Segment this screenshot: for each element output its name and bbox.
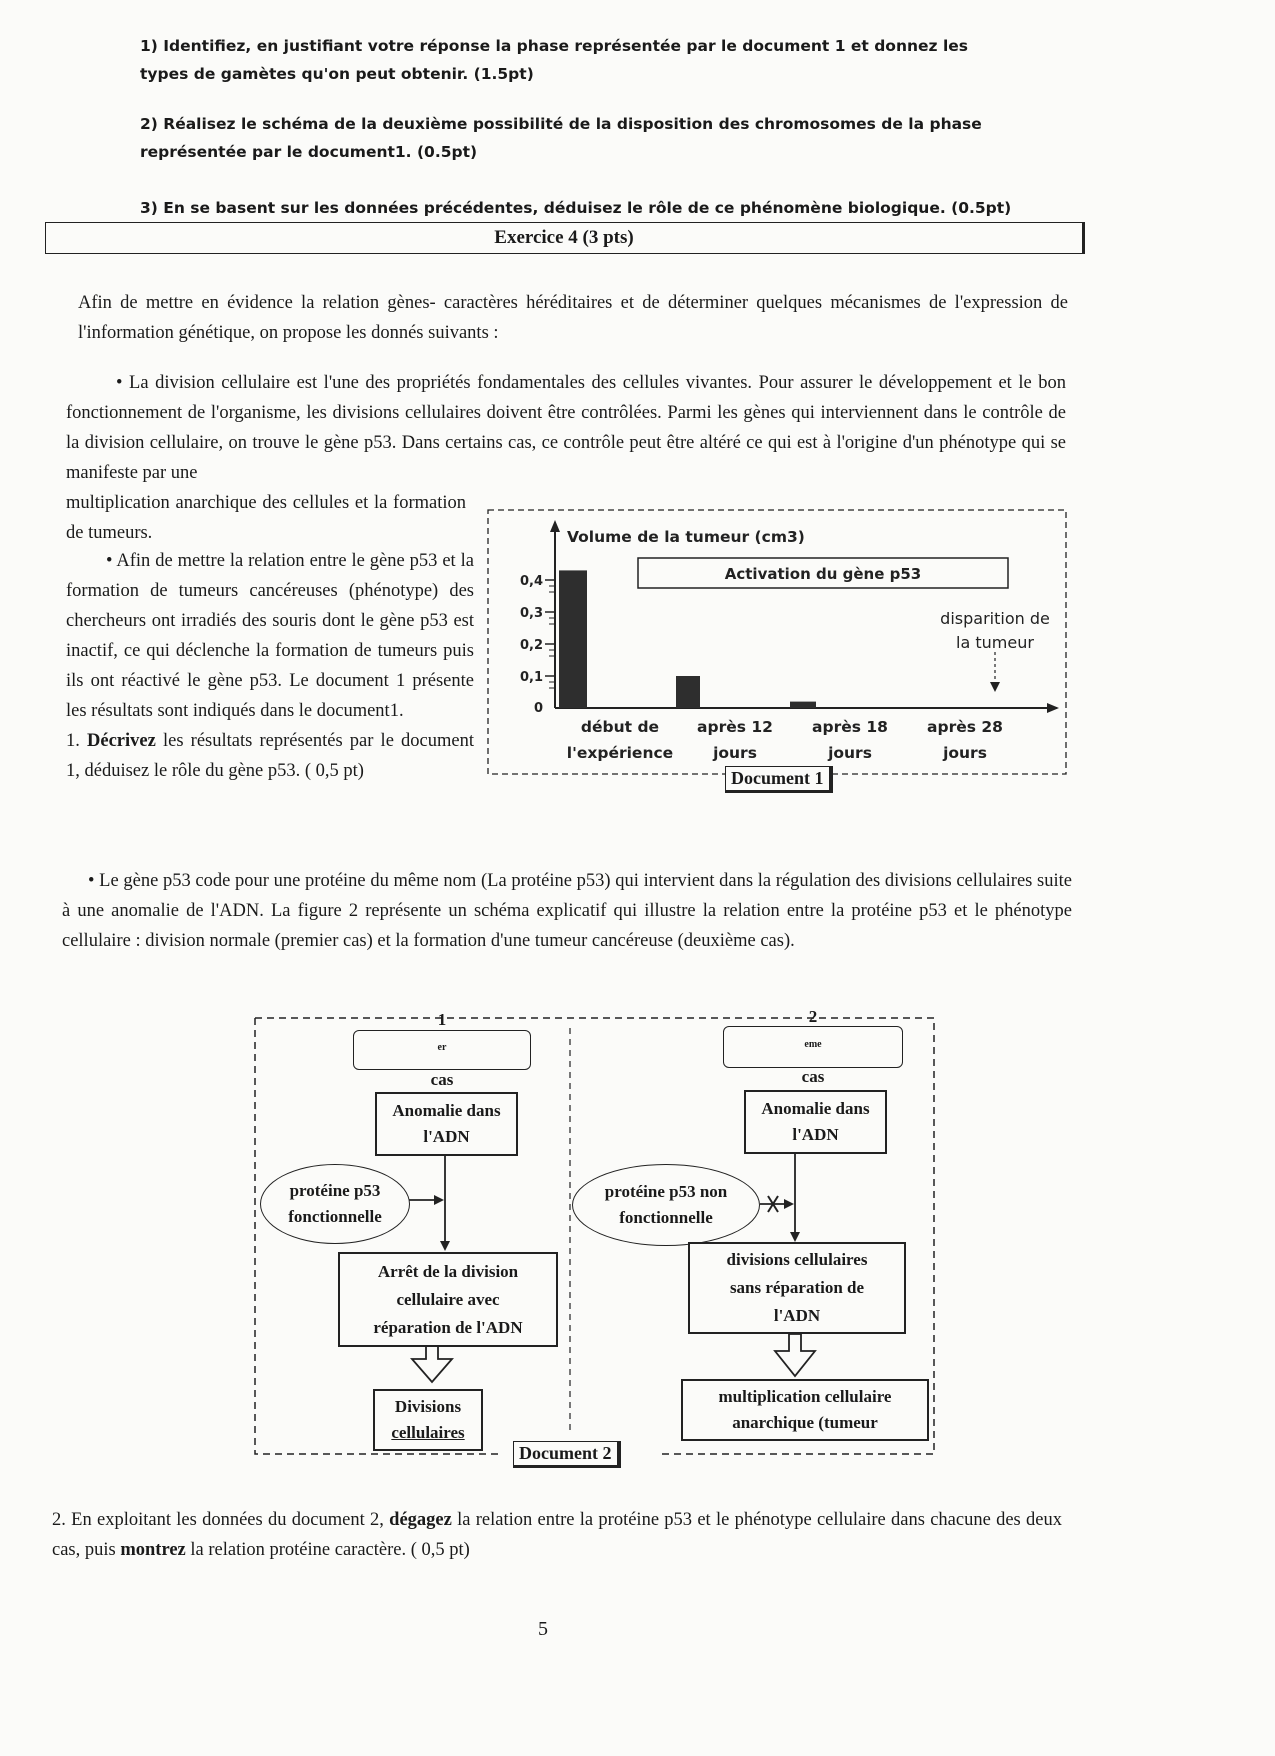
case2-phenotype-box bbox=[681, 1379, 929, 1441]
case2-protein-oval bbox=[572, 1164, 760, 1246]
case2-anomaly-line2: l'ADN bbox=[792, 1125, 839, 1144]
case1-anomaly-box bbox=[375, 1092, 518, 1156]
chart-end-annotation: la tumeur bbox=[956, 633, 1034, 652]
bullet-division-cellulaire-end: multiplication anarchique des cellules et la formation de tumeurs. bbox=[66, 493, 466, 543]
question-1-number: 1. bbox=[66, 731, 80, 751]
chart-end-annotation-arrow bbox=[990, 682, 1000, 692]
chart-x-tick-label: après 28 bbox=[927, 718, 1003, 736]
chart-end-annotation: disparition de bbox=[940, 609, 1050, 628]
question-1: 1) Identifiez, en justifiant votre réponse la phase représentée par le document 1 et donnez les types de gamètes qu'on peut obtenir. (1.5pt) bbox=[140, 37, 969, 83]
case1-title-sup: er bbox=[437, 1042, 447, 1054]
question-2: 2) Réalisez le schéma de la deuxième possibilité de la disposition des chromosomes de la phase représentée par le document1. (0.5pt) bbox=[140, 115, 982, 161]
case1-result-line3: réparation de l'ADN bbox=[373, 1317, 523, 1337]
document-1-chart bbox=[485, 502, 1070, 814]
document-2-label: Document 2 bbox=[513, 1441, 621, 1468]
case2-result-line2: sans réparation de bbox=[729, 1278, 865, 1297]
case1-arrow-head bbox=[440, 1241, 450, 1251]
case1-hollow-arrow bbox=[412, 1344, 452, 1382]
case2-arrow-head bbox=[790, 1232, 800, 1242]
case1-phenotype-line2: cellulaires bbox=[391, 1423, 465, 1442]
bullet-experience bbox=[66, 546, 474, 786]
chart-y-tick-label: 0,1 bbox=[519, 670, 543, 685]
question-2-verb2: montrez bbox=[120, 1540, 186, 1560]
chart-bar bbox=[559, 570, 587, 708]
bullet-experience-text: • Afin de mettre la relation entre le gène p53 et la formation de tumeurs cancéreuses (phénotype) des chercheurs ont irradiés des souris dont le gène p53 est inactif, ce qui déclenche la formation de tumeurs puis ils ont réactivé le gène p53. Le document 1 présente les résultats sont indiqués dans le document1. bbox=[66, 551, 474, 721]
chart-x-tick-label: jours bbox=[713, 744, 757, 762]
exercise-intro: Afin de mettre en évidence la relation gènes- caractères héréditaires et de déterminer quelques mécanismes de l'expression de l'information génétique, on propose les donnés suivants : bbox=[78, 293, 1068, 343]
case2-title-sup: eme bbox=[804, 1039, 822, 1051]
case2-phenotype-line1: multiplication cellulaire bbox=[718, 1387, 892, 1406]
question-2-text bbox=[52, 1505, 1062, 1565]
bullet-proteine-p53: • Le gène p53 code pour une protéine du même nom (La protéine p53) qui intervient dans la régulation des divisions cellulaires suite à une anomalie de l'ADN. La figure 2 représente un schéma explicatif qui illustre la relation entre la protéine p53 et le phénotype cellulaire : division normale (premier cas) et la formation d'une tumeur cancéreuse (deuxième cas). bbox=[62, 871, 1072, 951]
case1-title-num: 1 bbox=[437, 1010, 447, 1030]
chart-x-tick-label: après 12 bbox=[697, 718, 773, 736]
case2-protein-line2: fonctionnelle bbox=[619, 1208, 713, 1227]
chart-annotation-text: Activation du gène p53 bbox=[724, 565, 922, 583]
question-3: 3) En se basent sur les données précédentes, déduisez le rôle de ce phénomène biologique. (0.5pt) bbox=[140, 199, 1012, 217]
question-1-verb: Décrivez bbox=[87, 731, 156, 751]
case1-anomaly-line2: l'ADN bbox=[423, 1127, 470, 1146]
chart-bar bbox=[790, 702, 816, 708]
case2-result-box bbox=[688, 1242, 906, 1334]
case1-phenotype-box bbox=[373, 1389, 483, 1451]
chart-x-axis-arrow bbox=[1047, 703, 1059, 713]
document-2-diagram bbox=[250, 1007, 942, 1480]
case2-phenotype-line2: anarchique (tumeur bbox=[732, 1413, 878, 1432]
case2-title-text: cas bbox=[801, 1066, 825, 1086]
case1-protein-line2: fonctionnelle bbox=[288, 1207, 382, 1226]
chart-y-tick-label: 0 bbox=[533, 701, 543, 716]
chart-y-tick-label: 0,4 bbox=[519, 574, 543, 589]
case1-protein-oval bbox=[260, 1164, 410, 1244]
exercise-title: Exercice 4 (3 pts) bbox=[45, 222, 1085, 254]
case2-anomaly-line1: Anomalie dans bbox=[761, 1099, 870, 1118]
case1-result-line2: cellulaire avec bbox=[396, 1289, 500, 1309]
page-number: 5 bbox=[538, 1618, 548, 1640]
case2-hollow-arrow bbox=[775, 1334, 815, 1376]
case2-result-line1: divisions cellulaires bbox=[726, 1250, 868, 1269]
chart-y-tick-label: 0,2 bbox=[519, 638, 543, 653]
bullet-division-cellulaire: • La division cellulaire est l'une des propriétés fondamentales des cellules vivantes. Pour assurer le développement et le bon fonctionnement de l'organisme, les divisions cellulaires doivent être contrôlées. Parmi les gènes qui interviennent dans le contrôle de la division cellulaire, on trouve le gène p53. Dans certains cas, ce contrôle peut être altéré ce qui est à l'origine d'un phénotype qui se manifeste par une bbox=[66, 373, 1066, 483]
chart-y-tick-label: 0,3 bbox=[519, 606, 543, 621]
case1-protein-line1: protéine p53 bbox=[289, 1181, 381, 1200]
chart-x-tick-label: jours bbox=[943, 744, 987, 762]
question-1-text: les résultats représentés par le document 1, déduisez le rôle du gène p53. ( 0,5 pt) bbox=[66, 731, 474, 781]
question-2-rest: la relation protéine caractère. ( 0,5 pt) bbox=[190, 1540, 470, 1560]
case1-anomaly-line1: Anomalie dans bbox=[392, 1101, 501, 1120]
case2-protein-line1: protéine p53 non bbox=[604, 1182, 728, 1201]
case2-title-num: 2 bbox=[808, 1007, 818, 1027]
case1-result-line1: Arrêt de la division bbox=[377, 1261, 519, 1281]
chart-bar bbox=[676, 676, 700, 708]
case1-result-box bbox=[338, 1252, 558, 1347]
chart-y-axis-arrow bbox=[550, 520, 560, 532]
chart-x-tick-label: jours bbox=[828, 744, 872, 762]
chart-title: Volume de la tumeur (cm3) bbox=[567, 528, 805, 546]
question-2-verb: dégagez bbox=[389, 1510, 452, 1530]
question-2-mid: la relation entre la protéine p53 et le phénotype cellulaire dans chacune des deux cas, puis bbox=[52, 1510, 1063, 1560]
document-1-label: Document 1 bbox=[725, 766, 833, 793]
case2-protein-arrow-head bbox=[784, 1199, 794, 1209]
question-2-intro: 2. En exploitant les données du document 2, bbox=[52, 1510, 384, 1530]
case2-result-line3: l'ADN bbox=[773, 1306, 821, 1325]
chart-x-tick-label: après 18 bbox=[812, 718, 888, 736]
case1-phenotype-line1: Divisions bbox=[394, 1397, 462, 1416]
case1-title-text: cas bbox=[430, 1069, 454, 1089]
chart-x-tick-label: l'expérience bbox=[566, 744, 674, 762]
case1-protein-arrow-head bbox=[434, 1195, 444, 1205]
chart-x-tick-label: début de bbox=[580, 718, 660, 736]
case2-anomaly-box bbox=[744, 1090, 887, 1154]
case1-title bbox=[353, 1010, 531, 1089]
case2-title bbox=[723, 1007, 903, 1086]
